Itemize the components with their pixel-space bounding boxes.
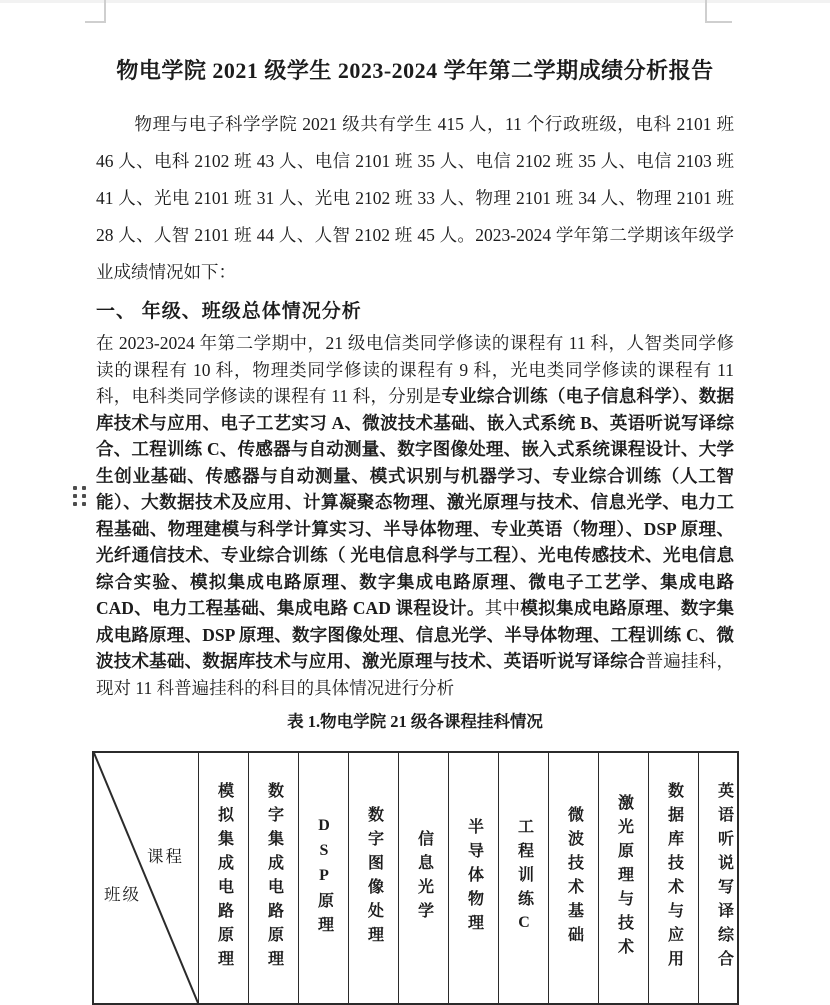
- table-header-row: [92, 751, 739, 1005]
- corner-label-course: 课程: [147, 847, 184, 866]
- margin-crop-mark-right: [705, 0, 707, 22]
- course-column-label: 数据库技术与应用: [665, 782, 683, 974]
- paragraph-2: [96, 330, 734, 701]
- corner-diagonal-line: [94, 753, 198, 1003]
- section-heading-1: 一、 年级、班级总体情况分析: [96, 301, 362, 322]
- course-column-header: [348, 753, 398, 1003]
- block-drag-handle-icon[interactable]: [73, 486, 86, 507]
- course-column-header: [298, 753, 348, 1003]
- table-corner-cell: [94, 753, 198, 1003]
- margin-crop-mark-right-h: [705, 21, 732, 23]
- course-column-header: [598, 753, 648, 1003]
- course-column-header: [498, 753, 548, 1003]
- course-column-label: 微波技术基础: [565, 806, 583, 950]
- course-column-header: [448, 753, 498, 1003]
- course-column-label: 数字集成电路原理: [265, 782, 283, 974]
- course-column-header: [548, 753, 598, 1003]
- course-column-label: 半导体物理: [465, 818, 483, 938]
- text-run: 其中: [484, 598, 521, 618]
- course-column-label: 模拟集成电路原理: [215, 782, 233, 974]
- course-column-label: DSP原理: [315, 816, 333, 940]
- paragraph-1: 物理与电子科学学院 2021 级共有学生 415 人，11 个行政班级，电科 2101 班 46 人、电科 2102 班 43 人、电信 2101 班 35 人、电信 2102 班 35 人、电信 2103 班 41 人、光电 2101 班 31 人、光电 2102 班 33 人、物理 2101 班 34 人、物理 2101 班 28 人、人智 2101 班 44 人、人智 2102 班 45 人。2023-2024 学年第二学期该年级学业成绩情况如下：: [96, 114, 734, 282]
- text-run: 模拟集成电路原理、数字集成电路原理、DSP 原理、数字图像处理、信息光学、半导体物理、工程训练 C、微波技术基础、数据库技术与应用、激光原理与技术、英语听说写译综合: [96, 598, 735, 671]
- course-column-header: [248, 753, 298, 1003]
- course-column-header: [198, 753, 248, 1003]
- course-column-label: 英语听说写译综合: [715, 782, 733, 974]
- course-column-label: 激光原理与技术: [615, 794, 633, 962]
- course-column-header: [698, 753, 748, 1003]
- table-caption: 表 1.物电学院 21 级各课程挂科情况: [287, 712, 543, 731]
- text-run: 在 2023-2024 年第二学期中，21 级电信类同学修读的课程有 11 科，人智类同学修读的课程有 10 科，物理类同学修读的课程有 9 科，光电类同学修读的课程有 11 科，电科类同学修读的课程有 11 科，分别是: [96, 333, 734, 406]
- margin-crop-mark-left: [104, 0, 106, 22]
- document-body: [96, 44, 734, 734]
- course-column-header: [398, 753, 448, 1003]
- course-column-label: 工程训练C: [515, 817, 533, 939]
- course-column-label: 信息光学: [415, 830, 433, 926]
- course-column-label: 数字图像处理: [365, 806, 383, 950]
- corner-label-class: 班级: [104, 885, 141, 904]
- text-run: 专业综合训练（电子信息科学）、数据库技术与应用、电子工艺实习 A、微波技术基础、嵌入式系统 B、英语听说写译综合、工程训练 C、传感器与自动测量、数字图像处理、嵌入式系统课程设计、大学生创业基础、传感器与自动测量、模式识别与机器学习、专业综合训练（人工智能）、大数据技术及应用、计算凝聚态物理、激光原理与技术、信息光学、电力工程基础、物理建模与科学计算实习、半导体物理、专业英语（物理）、DSP 原理、光纤通信技术、专业综合训练（ 光电信息科学与工程）、光电传感技术、光电信息综合实验、模拟集成电路原理、数字集成电路原理、微电子工艺学、集成电路 CAD、电力工程基础、集成电路 CAD 课程设计。: [96, 386, 734, 618]
- text-run: 普遍挂科，现对 11 科普遍挂科的科目的具体情况进行分析: [96, 651, 735, 698]
- margin-crop-mark-left-h: [85, 21, 106, 23]
- course-column-header: [648, 753, 698, 1003]
- page-title: 物电学院 2021 级学生 2023-2024 学年第二学期成绩分析报告: [116, 58, 714, 83]
